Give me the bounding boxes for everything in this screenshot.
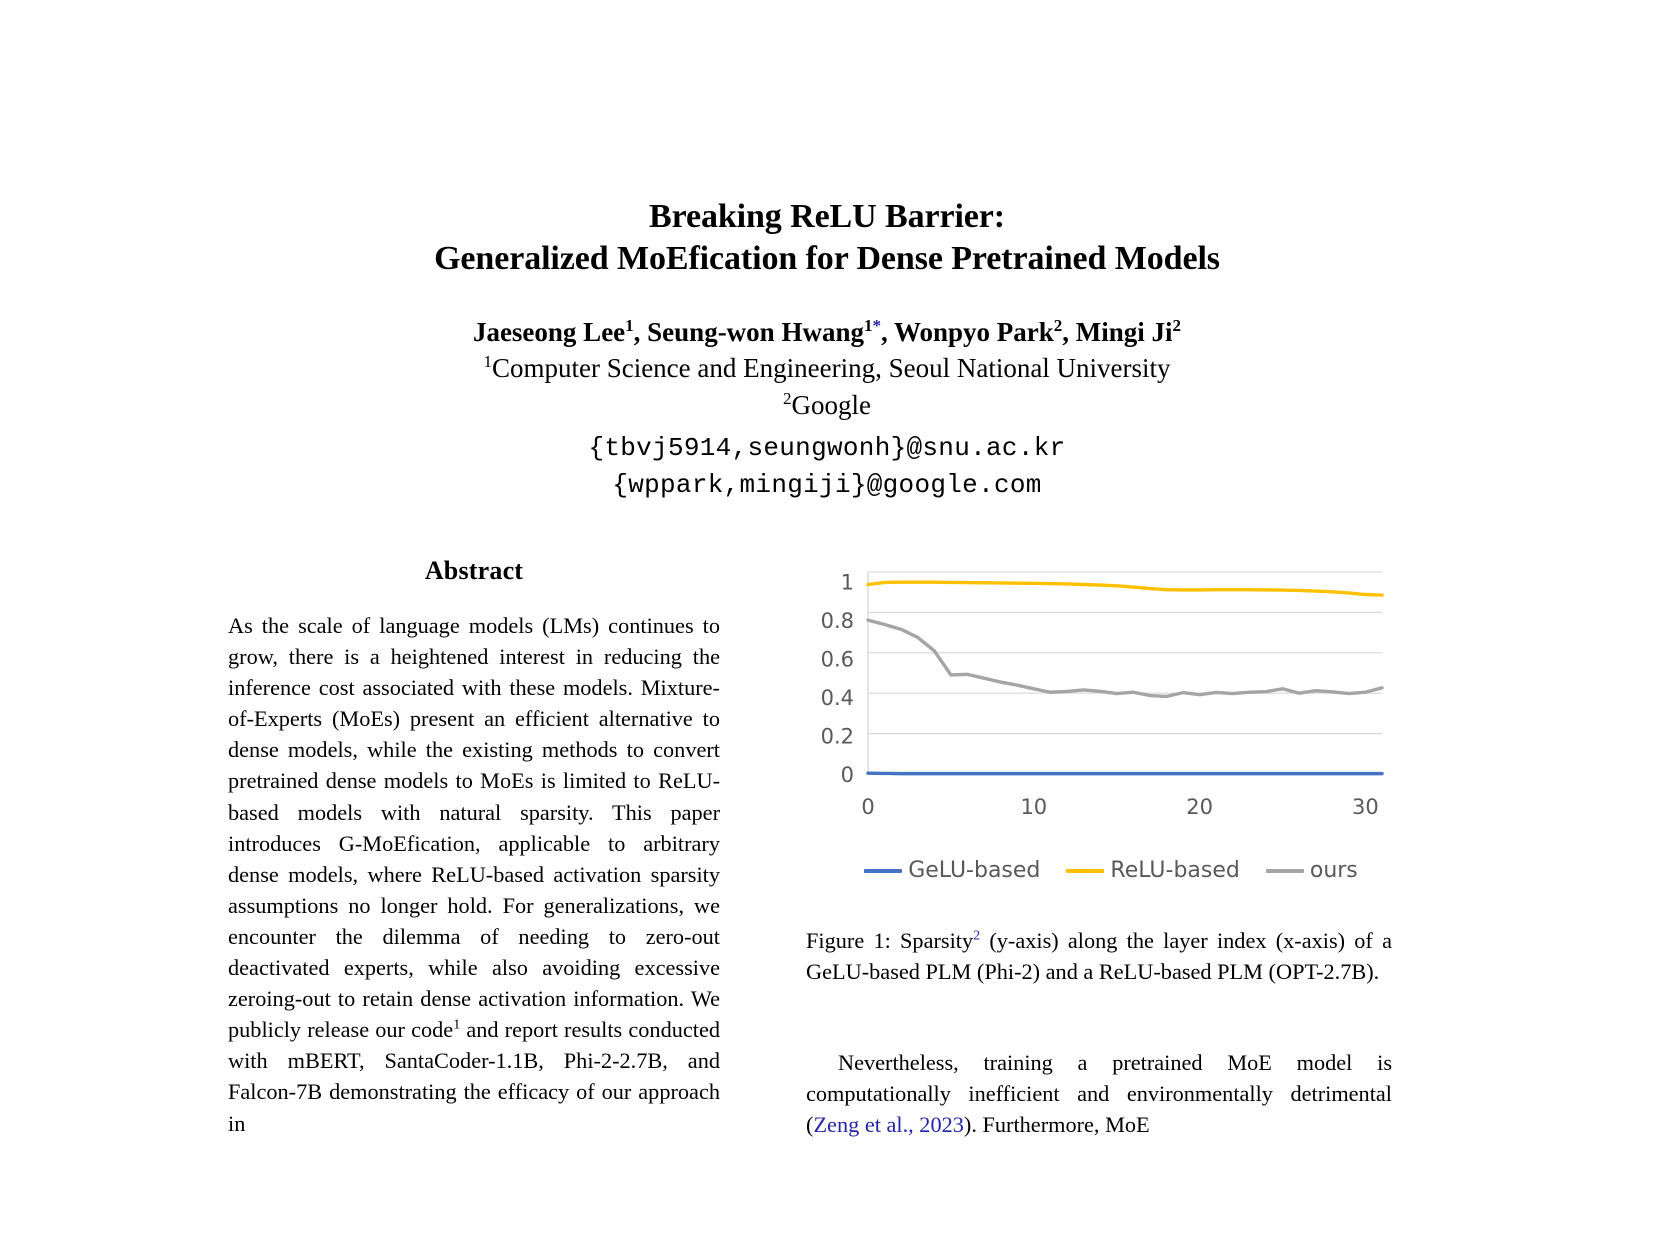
email-line-2: {wppark,mingiji}@google.com bbox=[612, 470, 1042, 500]
page-title bbox=[227, 196, 1427, 280]
x-tick-30: 30 bbox=[1352, 795, 1379, 819]
affiliation-2-text: Google bbox=[791, 390, 871, 420]
affiliation-1 bbox=[227, 350, 1427, 387]
y-tick-0: 0 bbox=[840, 763, 854, 787]
author-list bbox=[227, 314, 1427, 350]
chart-gridlines bbox=[868, 572, 1382, 774]
chart-x-tick-labels bbox=[861, 795, 1378, 819]
title-block bbox=[227, 196, 1427, 504]
body-paragraph-part-2: ). Furthermore, MoE bbox=[963, 1112, 1150, 1138]
legend-swatch-icon bbox=[1066, 869, 1104, 873]
figure-caption-footnote-marker[interactable]: 2 bbox=[973, 928, 981, 944]
corresponding-author-marker[interactable]: * bbox=[872, 316, 881, 335]
x-tick-0: 0 bbox=[861, 795, 875, 819]
chart-line-relu-based bbox=[868, 582, 1382, 595]
email-line-1: {tbvj5914,seungwonh}@snu.ac.kr bbox=[588, 433, 1066, 463]
y-tick-0-2: 0.2 bbox=[820, 724, 854, 749]
left-column bbox=[228, 556, 720, 1139]
legend-label: ReLU-based bbox=[1110, 858, 1240, 883]
chart-line-ours bbox=[868, 620, 1382, 696]
chart-series-group bbox=[868, 582, 1382, 773]
y-tick-0-6: 0.6 bbox=[820, 647, 854, 672]
y-tick-0-8: 0.8 bbox=[820, 609, 854, 634]
legend-item-relu-based[interactable] bbox=[1066, 858, 1239, 883]
author-1-affil-marker: 1 bbox=[625, 316, 634, 335]
author-4-affil-marker: 2 bbox=[1172, 316, 1182, 335]
right-column bbox=[806, 556, 1392, 1140]
figure-caption-part-2: (y-axis) along the layer index (x-axis) of a GeLU-based PLM (Phi-2) and a ReLU-based PLM (OPT-2.7B). bbox=[806, 928, 1392, 985]
author-3-name: Wonpyo Park bbox=[893, 317, 1054, 347]
affiliation-1-text: Computer Science and Engineering, Seoul National University bbox=[491, 353, 1171, 383]
affiliation-2-marker: 2 bbox=[783, 389, 792, 408]
x-tick-10: 10 bbox=[1020, 795, 1048, 819]
legend-swatch-icon bbox=[1266, 869, 1304, 873]
legend-item-gelu-based[interactable] bbox=[864, 858, 1040, 883]
chart-svg bbox=[806, 556, 1392, 856]
abstract-text-part-1: As the scale of language models (LMs) continues to grow, there is a heightened interest in reducing the inference cost associated with these models. Mixture-of-Experts (MoEs) present an efficient alternative to dense models, while the existing methods to convert pretrained dense models to MoEs is limited to ReLU-based models with natural sparsity. This paper introduces G-MoEfication, applicable to arbitrary dense models, where ReLU-based activation sparsity assumptions no longer hold. For generalizations, we encounter the dilemma of needing to zero-out deactivated experts, while also avoiding excessive zeroing-out to retain dense activation information. We publicly release our code bbox=[228, 613, 720, 1043]
affiliation-2 bbox=[227, 387, 1427, 424]
figure-1 bbox=[806, 556, 1392, 987]
chart-legend bbox=[806, 858, 1392, 883]
abstract-text bbox=[228, 610, 720, 1139]
author-2-affil-marker: 1 bbox=[863, 316, 873, 335]
email-block bbox=[227, 430, 1427, 504]
author-2-name: Seung-won Hwang bbox=[647, 317, 864, 347]
legend-item-ours[interactable] bbox=[1266, 858, 1358, 883]
author-4-name: Mingi Ji bbox=[1075, 317, 1173, 347]
x-tick-20: 20 bbox=[1186, 795, 1213, 819]
figure-caption-part-1: Figure 1: Sparsity bbox=[806, 928, 974, 953]
legend-swatch-icon bbox=[864, 869, 902, 873]
abstract-heading: Abstract bbox=[424, 556, 524, 585]
body-paragraph-part-1: Nevertheless, training a pretrained MoE model is computationally inefficient and environmentally detrimental ( bbox=[806, 1050, 1392, 1138]
legend-label: ours bbox=[1309, 858, 1358, 883]
body-paragraph bbox=[806, 1047, 1392, 1140]
citation-link[interactable]: Zeng et al., 2023 bbox=[813, 1112, 964, 1138]
legend-label: GeLU-based bbox=[908, 858, 1041, 883]
sparsity-line-chart bbox=[806, 556, 1392, 856]
abstract-text-part-2: and report results conducted with mBERT, SantaCoder-1.1B, Phi-2-2.7B, and Falcon-7B demonstrating the efficacy of our approach in bbox=[228, 1017, 720, 1136]
author-3-affil-marker: 2 bbox=[1053, 316, 1063, 335]
affiliation-1-marker: 1 bbox=[483, 352, 492, 371]
author-sep-1: , bbox=[633, 317, 648, 347]
title-line-1: Breaking ReLU Barrier: bbox=[649, 198, 1005, 235]
title-line-2: Generalized MoEfication for Dense Pretrained Models bbox=[434, 240, 1220, 277]
author-sep-3: , bbox=[1062, 317, 1076, 347]
chart-y-tick-labels bbox=[821, 571, 854, 787]
figure-caption bbox=[806, 925, 1392, 987]
y-tick-0-4: 0.4 bbox=[820, 686, 854, 711]
author-1-name: Jaeseong Lee bbox=[472, 317, 626, 347]
y-tick-1: 1 bbox=[840, 570, 854, 595]
abstract-footnote-marker[interactable]: 1 bbox=[453, 1017, 461, 1033]
author-sep-2: , bbox=[880, 317, 894, 347]
